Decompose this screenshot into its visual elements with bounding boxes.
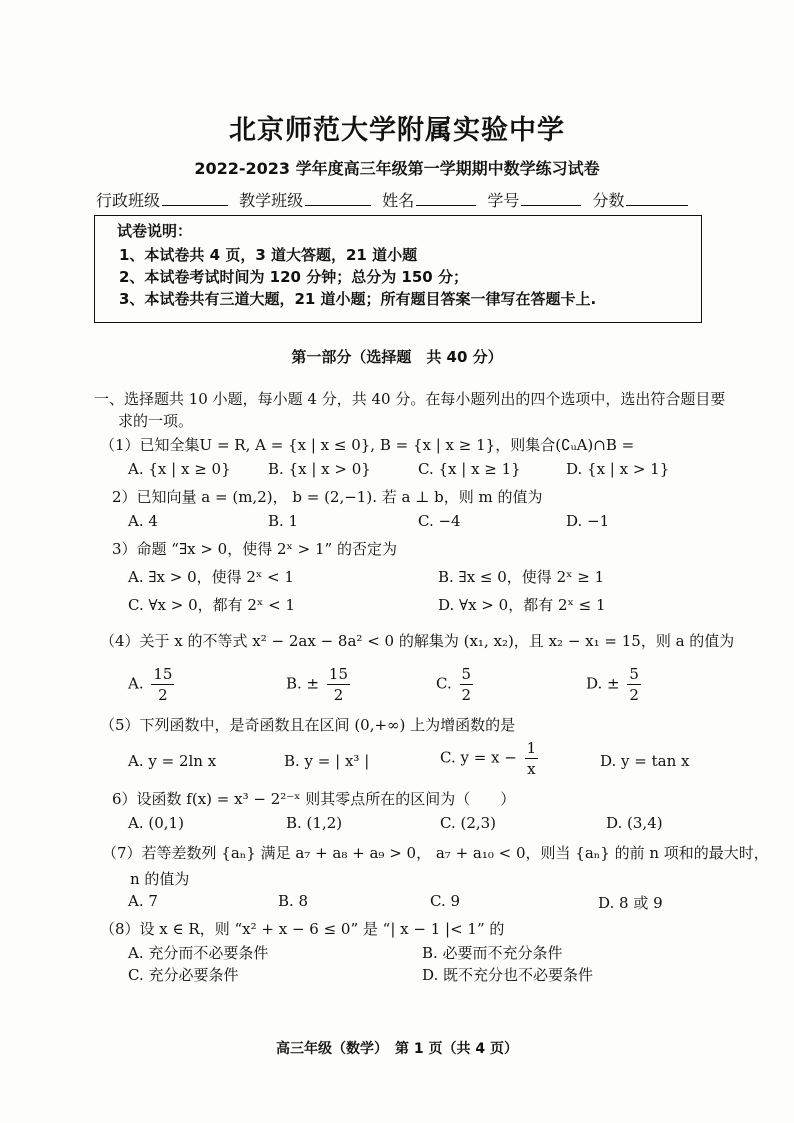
question-1-option-a[interactable]: A. {x | x ≥ 0} [128, 460, 231, 478]
question-8-option-d[interactable]: D. 既不充分也不必要条件 [422, 966, 594, 984]
field-admin-class-label: 行政班级 [96, 191, 161, 210]
question-6-option-c[interactable]: C. (2,3) [440, 814, 497, 832]
field-name-label: 姓名 [382, 191, 415, 210]
denominator: 2 [629, 686, 639, 704]
question-2-stem: 2）已知向量 a = (m,2)， b = (2,−1). 若 a ⊥ b，则 m 的值为 [112, 488, 543, 506]
question-3-option-a[interactable]: A. ∃x > 0，使得 2ˣ < 1 [128, 568, 294, 586]
question-1-option-c[interactable]: C. {x | x ≥ 1} [418, 460, 521, 478]
question-8-option-b[interactable]: B. 必要而不充分条件 [422, 944, 563, 962]
fraction [151, 664, 174, 705]
school-name: 北京师范大学附属实验中学 [229, 115, 565, 146]
denominator: 2 [333, 686, 344, 704]
field-admin-class-blank[interactable] [162, 191, 228, 206]
numerator: 15 [153, 665, 173, 683]
question-5-option-b[interactable]: B. y = | x³ | [284, 752, 370, 770]
question-5-option-a[interactable]: A. y = 2ln x [128, 752, 217, 770]
field-score-blank[interactable] [626, 191, 688, 206]
question-5-stem: （5）下列函数中，是奇函数且在区间 (0,+∞) 上为增函数的是 [100, 716, 516, 734]
page-footer: 高三年级（数学） 第 1 页（共 4 页） [276, 1041, 518, 1057]
question-8-stem: （8）设 x ∈ R，则 “x² + x − 6 ≤ 0” 是 “| x − 1 |< 1” 的 [100, 920, 505, 938]
numerator: 15 [328, 665, 349, 683]
student-info-row [96, 188, 694, 211]
question-4-option-b[interactable] [286, 664, 353, 705]
option-letter: C. [436, 674, 452, 693]
question-2-option-c[interactable]: C. −4 [418, 512, 461, 530]
denominator: x [527, 760, 536, 778]
question-7-option-c[interactable]: C. 9 [430, 892, 461, 910]
question-8-option-a[interactable]: A. 充分而不必要条件 [128, 944, 269, 962]
question-2-option-d[interactable]: D. −1 [566, 512, 610, 530]
denominator: 2 [158, 686, 168, 704]
question-1-stem: （1）已知全集U = R, A = {x | x ≤ 0}, B = {x | x ≥ 1}，则集合(∁ᵤA)∩B = [100, 436, 635, 454]
question-3-option-c[interactable]: C. ∀x > 0，都有 2ˣ < 1 [128, 596, 295, 614]
instruction-item: 2、本试卷考试时间为 120 分钟；总分为 150 分； [119, 268, 468, 286]
field-teaching-class-blank[interactable] [305, 191, 371, 206]
question-4-stem: （4）关于 x 的不等式 x² − 2ax − 8a² < 0 的解集为 (x₁, x₂)，且 x₂ − x₁ = 15，则 a 的值为 [100, 632, 735, 650]
question-4-option-c[interactable] [436, 664, 476, 705]
question-3-stem: 3）命题 “∃x > 0，使得 2ˣ > 1” 的否定为 [112, 540, 397, 558]
fraction [525, 738, 539, 779]
numerator: 1 [526, 739, 537, 757]
numerator: 5 [629, 665, 639, 683]
question-8-option-c[interactable]: C. 充分必要条件 [128, 966, 239, 984]
question-6-option-a[interactable]: A. (0,1) [128, 814, 184, 832]
denominator: 2 [461, 686, 472, 704]
question-4-option-d[interactable] [586, 664, 644, 705]
question-6-option-d[interactable]: D. (3,4) [606, 814, 663, 832]
instructions-box [94, 215, 702, 323]
section-intro-line: 一、选择题共 10 小题，每小题 4 分，共 40 分。在每小题列出的四个选项中，选出符合题目要 [94, 390, 726, 408]
fraction [327, 664, 350, 705]
field-teaching-class-label: 教学班级 [239, 191, 304, 210]
question-3-option-d[interactable]: D. ∀x > 0，都有 2ˣ ≤ 1 [438, 596, 606, 614]
field-name-blank[interactable] [416, 191, 476, 206]
question-4-option-a[interactable] [128, 664, 177, 705]
question-6-stem: 6）设函数 f(x) = x³ − 2²⁻ˣ 则其零点所在的区间为（ ） [112, 790, 516, 808]
question-1-option-b[interactable]: B. {x | x > 0} [268, 460, 371, 478]
question-2-option-b[interactable]: B. 1 [268, 512, 299, 530]
question-7-option-b[interactable]: B. 8 [278, 892, 309, 910]
instruction-item: 3、本试卷共有三道大题，21 道小题；所有题目答案一律写在答题卡上. [119, 290, 597, 308]
question-7-option-d[interactable]: D. 8 或 9 [598, 894, 663, 912]
option-text: C. y = x − [440, 748, 517, 767]
fraction [460, 664, 474, 705]
question-2-option-a[interactable]: A. 4 [128, 512, 158, 530]
question-6-option-b[interactable]: B. (1,2) [286, 814, 343, 832]
question-1-option-d[interactable]: D. {x | x > 1} [566, 460, 670, 478]
numerator: 5 [461, 665, 472, 683]
part-title: 第一部分（选择题 共 40 分） [291, 348, 503, 366]
option-letter: A. [128, 674, 144, 693]
question-5-option-c[interactable] [440, 738, 541, 779]
question-5-option-d[interactable]: D. y = tan x [600, 752, 690, 770]
question-3-option-b[interactable]: B. ∃x ≤ 0，使得 2ˣ ≥ 1 [438, 568, 605, 586]
field-student-id-label: 学号 [487, 191, 520, 210]
question-7-option-a[interactable]: A. 7 [128, 892, 158, 910]
section-intro-line: 求的一项。 [118, 412, 194, 430]
field-score-label: 分数 [592, 191, 625, 210]
question-7-stem-cont: n 的值为 [130, 870, 190, 888]
instruction-item: 1、本试卷共 4 页，3 道大答题，21 道小题 [119, 246, 418, 264]
fraction [627, 664, 641, 705]
instructions-heading: 试卷说明： [117, 222, 193, 240]
field-student-id-blank[interactable] [521, 191, 581, 206]
exam-title: 2022-2023 学年度高三年级第一学期期中数学练习试卷 [194, 159, 600, 178]
option-letter: B. ± [286, 674, 320, 693]
question-7-stem: （7）若等差数列 {aₙ} 满足 a₇ + a₈ + a₉ > 0， a₇ + a₁₀ < 0，则当 {aₙ} 的前 n 项和的最大时， [102, 844, 769, 862]
option-letter: D. ± [586, 674, 620, 693]
